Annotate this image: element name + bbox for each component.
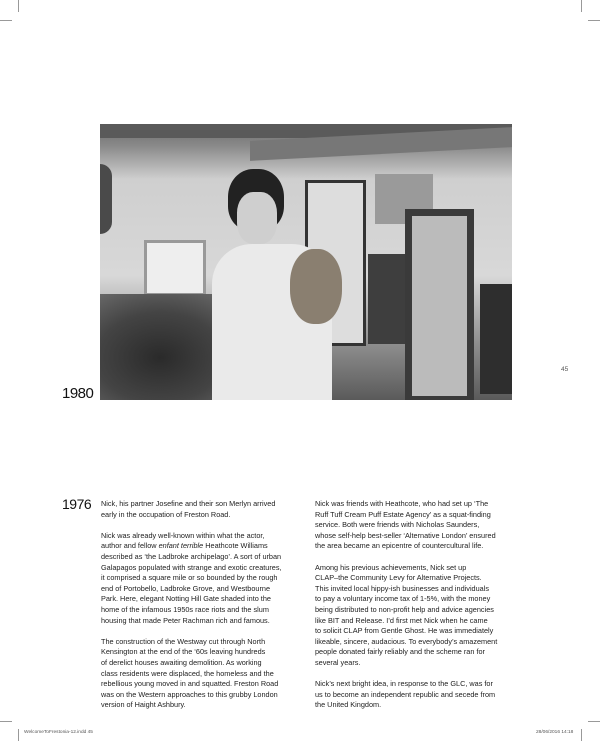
crop-mark — [588, 721, 600, 722]
crop-mark — [588, 20, 600, 21]
crop-mark — [581, 0, 582, 12]
text-line: Among his previous achievements, Nick set up — [315, 562, 467, 572]
paragraph — [315, 563, 497, 669]
text-line: to pay a voluntary income tax of 1-5%, with the money — [315, 594, 491, 604]
section-year: 1976 — [62, 496, 92, 512]
text-line: Galapagos populated with strange and exotic creatures, — [101, 562, 282, 572]
text-line: Nick’s next bright idea, in response to the GLC, was for — [315, 679, 493, 689]
paragraph — [101, 637, 282, 711]
text-line: likeable, sincere, audacious. To everybody’s amazement — [315, 636, 498, 646]
text-line: to solicit CLAP from Gentle Ghost. He was immediately — [315, 626, 494, 636]
text-line: This invited local hippy-ish businesses and individuals — [315, 583, 490, 593]
page-number: 45 — [561, 366, 569, 373]
text-line: described as ‘the Ladbroke archipelago’. A sort of urban — [101, 551, 282, 561]
text-line: The construction of the Westway cut through North — [101, 636, 266, 646]
text-line: housing that made Peter Rachman rich and famous. — [101, 615, 270, 625]
text-line: people donated fairly reliably and the scheme ran for — [315, 647, 485, 657]
italic-phrase: enfant terrible — [158, 541, 204, 551]
text-line: Kensington at the end of the ‘60s leaving hundreds — [101, 647, 266, 657]
crop-mark — [18, 0, 19, 12]
text-line: the United Kingdom. — [315, 700, 382, 710]
text-line: like BIT and Release. I’d first met Nick when he came — [315, 615, 488, 625]
text-line: Nick was friends with Heathcote, who had set up ‘The — [315, 499, 489, 508]
footer-timestamp: 28/06/2016 14:18 — [536, 730, 574, 735]
text-line: early in the occupation of Freston Road. — [101, 509, 231, 519]
text-line: the area became an epicentre of countercultural life. — [315, 541, 484, 551]
text-line: rebellious young moved in and squatted. Freston Road — [101, 679, 279, 689]
text-line: it comprised a square mile or so bounded by the rough — [101, 573, 278, 583]
right-column-text — [315, 499, 497, 721]
paragraph — [315, 679, 497, 711]
paragraph — [101, 499, 282, 520]
text-line: service. Both were friends with Nicholas Saunders, — [315, 520, 480, 530]
text-line: home of the infamous 1950s race riots and the slum — [101, 604, 269, 614]
photo-year: 1980 — [62, 385, 94, 402]
left-column-text — [101, 499, 282, 721]
text-segment: Heathcote Williams — [203, 541, 268, 551]
crop-mark — [18, 729, 19, 741]
text-segment: author and fellow — [101, 541, 159, 551]
text-line: being distributed to non-profit help and advice agencies — [315, 604, 494, 614]
text-line: Park. Here, elegant Notting Hill Gate shaded into the — [101, 594, 271, 604]
photo-woman-with-cat — [100, 124, 512, 400]
paragraph — [315, 499, 497, 552]
crop-mark — [0, 20, 12, 21]
crop-mark — [581, 729, 582, 741]
text-line: class residents were displaced, the homeless and the — [101, 668, 274, 678]
text-line: was on the Western approaches to this grubby London — [101, 689, 278, 699]
crop-mark — [0, 721, 12, 722]
text-line: of derelict houses awaiting demolition. As working — [101, 657, 262, 667]
footer-filename: WelcomeToFrestonia-12.indd 45 — [24, 730, 93, 735]
paragraph — [101, 531, 282, 626]
text-line: us to become an independent republic and secede from — [315, 689, 496, 699]
text-line: Nick, his partner Josefine and their son Merlyn arrived — [101, 499, 276, 508]
text-line: Nick was already well-known within what the actor, — [101, 530, 265, 540]
text-line: end of Portobello, Ladbroke Grove, and Westbourne — [101, 583, 271, 593]
text-line: version of Haight Ashbury. — [101, 700, 186, 710]
text-line: whose self-help best-seller ‘Alternative London’ ensured — [315, 530, 496, 540]
text-line: several years. — [315, 657, 361, 667]
text-line — [101, 541, 282, 552]
text-line: Ruff Tuff Cream Puff Estate Agency’ as a squat-finding — [315, 509, 491, 519]
text-line: CLAP–the Community Levy for Alternative Projects. — [315, 573, 482, 583]
